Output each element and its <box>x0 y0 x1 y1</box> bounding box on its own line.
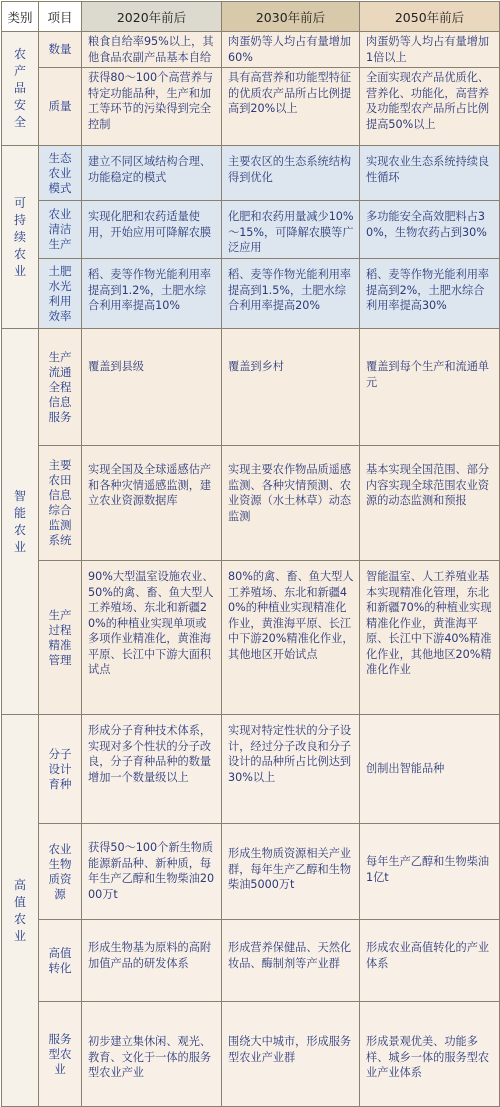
cell-2030: 80%的禽、畜、鱼大型人工养殖场、东北和新疆40%的种植业实现精准化作业，黄淮海平原、长江中下游20%精准化作业，其他地区开始试点 <box>222 561 360 715</box>
cell-2050: 形成景观优美、功能多样、城乡一体的服务型农业产业体系 <box>360 1002 500 1107</box>
cell-2030: 形成生物质资源相关产业群，每年生产乙醇和生物柴油5000万t <box>222 824 360 920</box>
category-cell: 智能农业 <box>2 329 39 715</box>
item-cell: 高值转化 <box>39 920 82 1002</box>
cell-2030: 围绕大中城市，形成服务型农业产业群 <box>222 1002 360 1107</box>
table-row <box>2 824 500 920</box>
header-2020: 2020年前后 <box>82 2 222 32</box>
item-cell: 主要农田信息综合监测系统 <box>39 446 82 561</box>
item-cell: 农业生物质资源 <box>39 824 82 920</box>
cell-2050: 形成农业高值转化的产业体系 <box>360 920 500 1002</box>
table-row <box>2 561 500 715</box>
cell-2020: 覆盖到县级 <box>82 329 222 446</box>
category-cell: 农产品安全 <box>2 32 39 146</box>
header-category: 类别 <box>2 2 39 32</box>
cell-2030: 形成营养保健品、天然化妆品、酶制剂等产业群 <box>222 920 360 1002</box>
cell-2030: 覆盖到乡村 <box>222 329 360 446</box>
table-row <box>2 920 500 1002</box>
item-cell: 生产流通全程信息服务 <box>39 329 82 446</box>
cell-2050: 覆盖到每个生产和流通单元 <box>360 329 500 446</box>
item-cell: 质量 <box>39 68 82 146</box>
header-item: 项目 <box>39 2 82 32</box>
header-row <box>2 2 500 32</box>
item-cell: 农业清洁生产 <box>39 201 82 259</box>
cell-2050: 基本实现全国范围、部分内容实现全球范围农业资源的动态监测和预报 <box>360 446 500 561</box>
cell-2020: 形成分子育种技术体系，实现对多个性状的分子改良，分子育种品种的数量增加一个数量级以上 <box>82 715 222 824</box>
cell-2030: 实现对特定性状的分子设计，经过分子改良和分子设计的品种所占比例达到30%以上 <box>222 715 360 824</box>
table-row <box>2 715 500 824</box>
table-row <box>2 446 500 561</box>
cell-2020: 粮食自给率95%以上，其他食品农副产品基本自给 <box>82 32 222 68</box>
cell-2050: 智能温室、人工养殖业基本实现精准化管理，东北和新疆70%的种植业实现精准化作业，黄淮海平原、长江中下游40%精准化作业，其他地区20%精准化作业 <box>360 561 500 715</box>
item-cell: 分子设计育种 <box>39 715 82 824</box>
cell-2020: 实现全国及全球遥感估产和各种灾情遥感监测，建立农业资源数据库 <box>82 446 222 561</box>
category-cell: 高值农业 <box>2 715 39 1107</box>
cell-2020: 获得50～100个新生物质能源新品种、新种质，每年生产乙醇和生物柴油2000万t <box>82 824 222 920</box>
table-row <box>2 146 500 201</box>
cell-2050: 肉蛋奶等人均占有量增加1倍以上 <box>360 32 500 68</box>
cell-2030: 肉蛋奶等人均占有量增加60% <box>222 32 360 68</box>
table-row <box>2 32 500 68</box>
cell-2050: 全面实现农产品优质化、营养化、功能化，高营养及功能型农产品所占比例提高50%以上 <box>360 68 500 146</box>
cell-2020: 建立不同区域结构合理、功能稳定的模式 <box>82 146 222 201</box>
cell-2020: 获得80～100个高营养与特定功能品种，生产和加工等环节的污染得到完全控制 <box>82 68 222 146</box>
item-cell: 生产过程精准管理 <box>39 561 82 715</box>
table-row <box>2 259 500 329</box>
table-row <box>2 329 500 446</box>
table-row <box>2 201 500 259</box>
cell-2020: 初步建立集休闲、观光、教育、文化于一体的服务型农业产业 <box>82 1002 222 1107</box>
cell-2050: 实现农业生态系统持续良性循环 <box>360 146 500 201</box>
cell-2030: 化肥和农药用量减少10%～15%，可降解农膜等广泛应用 <box>222 201 360 259</box>
header-2030: 2030年前后 <box>222 2 360 32</box>
cell-2030: 具有高营养和功能型特征的优质农产品所占比例提高到20%以上 <box>222 68 360 146</box>
cell-2020: 实现化肥和农药适量使用，开始应用可降解农膜 <box>82 201 222 259</box>
cell-2020: 形成生物基为原料的高附加值产品的研发体系 <box>82 920 222 1002</box>
category-cell: 可持续农业 <box>2 146 39 329</box>
item-cell: 数量 <box>39 32 82 68</box>
table-row <box>2 1002 500 1107</box>
cell-2020: 稻、麦等作物光能利用率提高到1.2%，土肥水综合利用率提高10% <box>82 259 222 329</box>
cell-2020: 90%大型温室设施农业、50%的禽、畜、鱼大型人工养殖场、东北和新疆20%的种植业实现单项或多项作业精准化，黄淮海平原、长江中下游大面积试点 <box>82 561 222 715</box>
item-cell: 生态农业模式 <box>39 146 82 201</box>
table-row <box>2 68 500 146</box>
cell-2050: 稻、麦等作物光能利用率提高到2%，土肥水综合利用率提高30% <box>360 259 500 329</box>
cell-2030: 主要农区的生态系统结构得到优化 <box>222 146 360 201</box>
item-cell: 服务型农业 <box>39 1002 82 1107</box>
header-2050: 2050年前后 <box>360 2 500 32</box>
cell-2030: 稻、麦等作物光能利用率提高到1.5%，土肥水综合利用率提高20% <box>222 259 360 329</box>
item-cell: 土肥水光利用效率 <box>39 259 82 329</box>
cell-2050: 创制出智能品种 <box>360 715 500 824</box>
cell-2030: 实现主要农作物品质遥感监测、各种灾情预测、农业资源（水土林草）动态监测 <box>222 446 360 561</box>
roadmap-table <box>1 1 500 1107</box>
cell-2050: 每年生产乙醇和生物柴油1亿t <box>360 824 500 920</box>
cell-2050: 多功能安全高效肥料占30%，生物农药占到30% <box>360 201 500 259</box>
